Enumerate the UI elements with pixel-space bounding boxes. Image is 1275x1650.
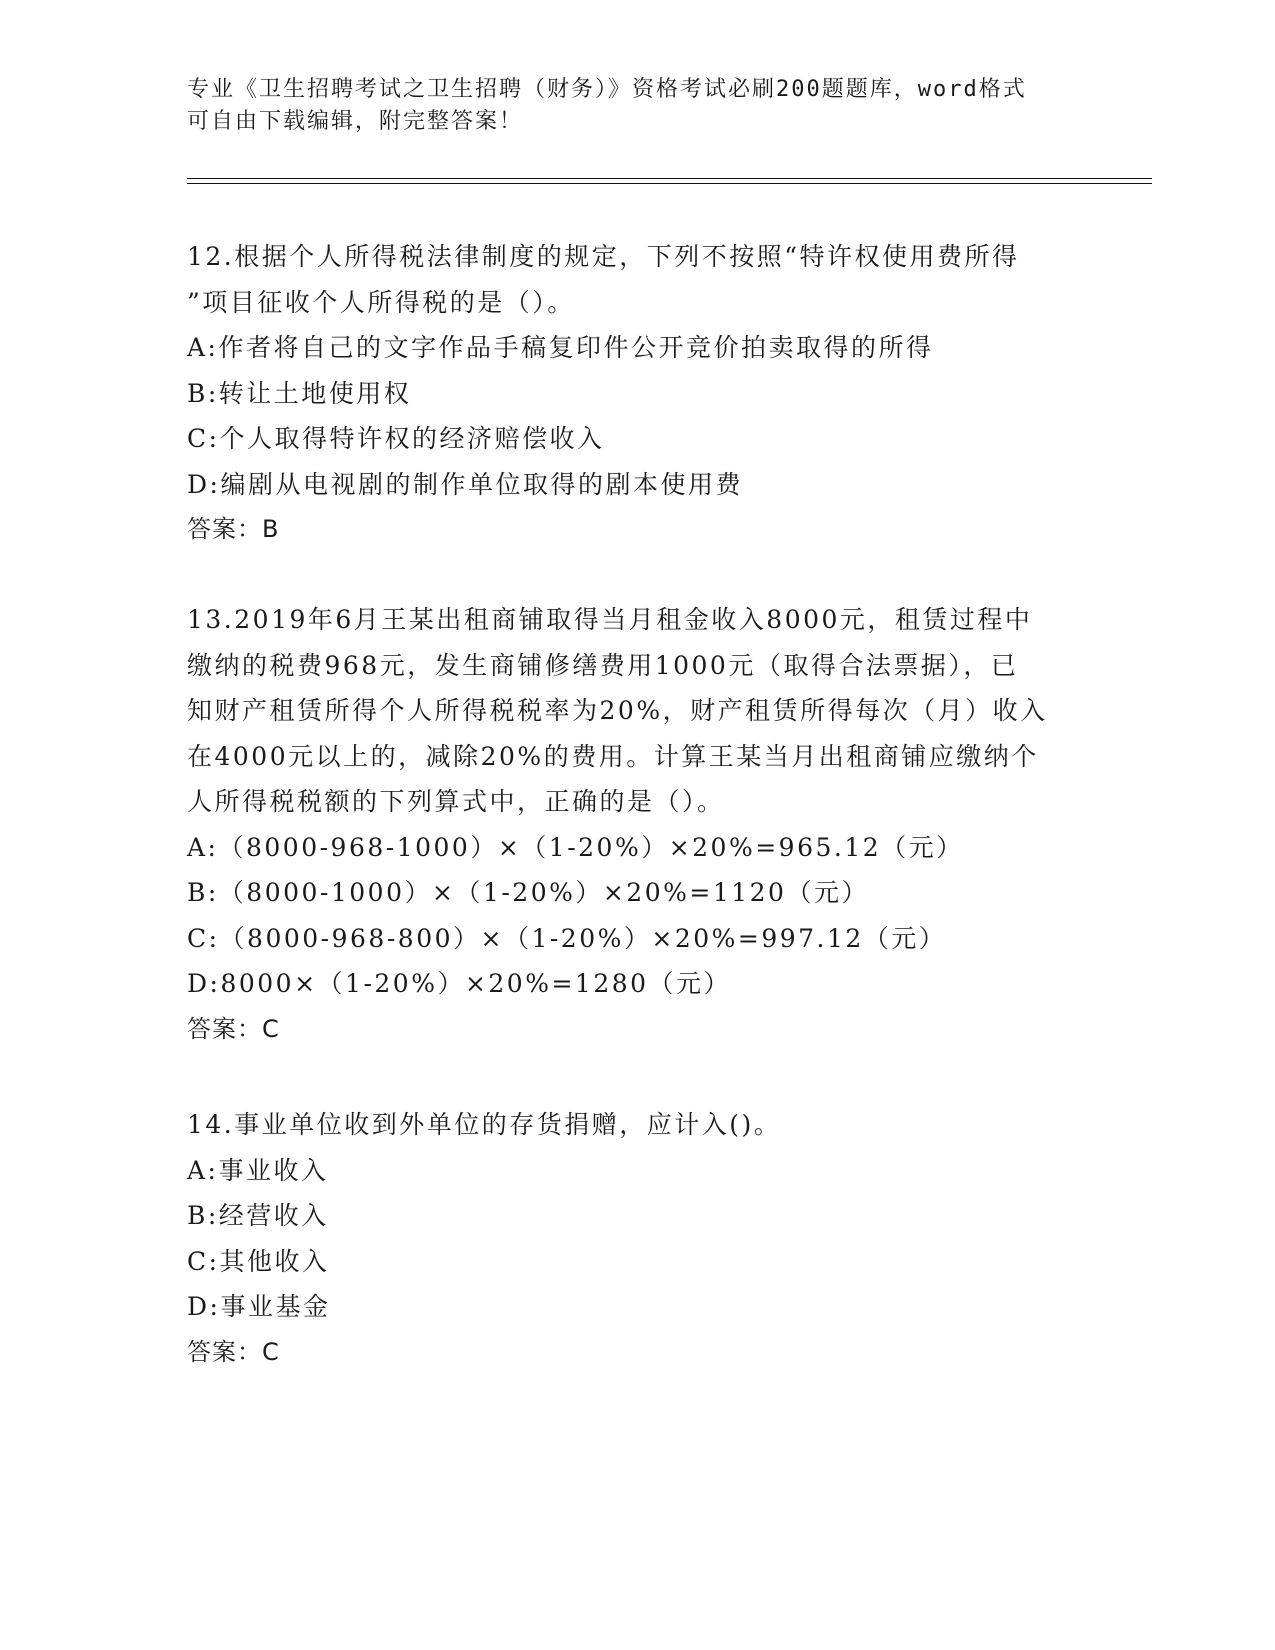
option-a: A:（8000-968-1000）×（1-20%）×20%=965.12（元） (187, 832, 964, 862)
option-b: B:转让土地使用权 (187, 378, 412, 408)
option-c: C:（8000-968-800）×（1-20%）×20%=997.12（元） (187, 923, 947, 953)
option-d: D:事业基金 (187, 1292, 331, 1321)
question-stem-line: ”项目征收个人所得税的是（）。 (187, 287, 575, 317)
option-b: B:（8000-1000）×（1-20%）×20%=1120（元） (187, 878, 869, 907)
header-line-1: 专业《卫生招聘考试之卫生招聘（财务）》资格考试必刷200题题库，word格式 (187, 77, 1027, 102)
option-b: B:经营收入 (187, 1201, 329, 1230)
option-c: C:个人取得特许权的经济赔偿收入 (187, 424, 605, 453)
option-a: A:作者将自己的文字作品手稿复印件公开竞价拍卖取得的所得 (187, 333, 934, 362)
answer: 答案：B (187, 515, 280, 543)
option-a: A:事业收入 (187, 1155, 329, 1185)
question-stem-line: 缴纳的税费968元，发生商铺修缮费用1000元（取得合法票据），已 (187, 650, 1019, 680)
answer: 答案：C (187, 1337, 280, 1366)
question-12 (187, 234, 1087, 553)
question-13 (187, 597, 1087, 1052)
question-stem-line: 12.根据个人所得税法律制度的规定，下列不按照“特许权使用费所得 (187, 242, 1020, 271)
header-line-2: 可自由下载编辑，附完整答案！ (187, 109, 524, 134)
header-rule-bottom (187, 183, 1152, 184)
question-stem-line: 知财产租赁所得个人所得税税率为20%，财产租赁所得每次（月）收入 (187, 696, 1048, 725)
option-c: C:其他收入 (187, 1246, 330, 1276)
question-stem-line: 14.事业单位收到外单位的存货捐赠，应计入()。 (187, 1110, 782, 1139)
question-stem-line: 在4000元以上的，减除20%的费用。计算王某当月出租商铺应缴纳个 (187, 741, 1039, 771)
option-d: D:编剧从电视剧的制作单位取得的剧本使用费 (187, 469, 743, 499)
question-14 (187, 1102, 1087, 1375)
question-stem-line: 13.2019年6月王某出租商铺取得当月租金收入8000元，租赁过程中 (187, 605, 1033, 634)
question-stem-line: 人所得税税额的下列算式中，正确的是（）。 (187, 787, 725, 816)
header-rule-top (187, 178, 1152, 179)
option-d: D:8000×（1-20%）×20%=1280（元） (187, 969, 732, 998)
document-header (187, 74, 1087, 138)
answer: 答案：C (187, 1014, 280, 1043)
